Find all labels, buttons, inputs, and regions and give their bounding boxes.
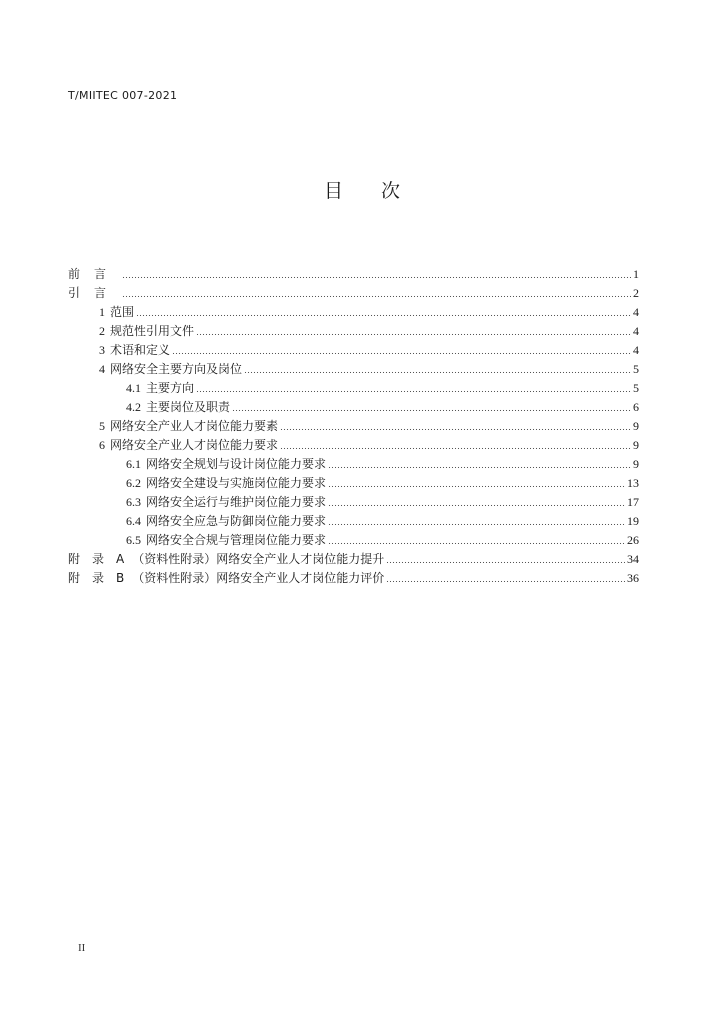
appendix-type: （资料性附录）: [132, 552, 217, 566]
dot-leader: [280, 438, 631, 449]
toc-entry-label: 网络安全规划与设计岗位能力要求: [146, 457, 327, 471]
toc-entry-page: 9: [633, 457, 639, 471]
toc-entry-number: 6.4: [126, 514, 141, 528]
dot-leader: [136, 305, 631, 316]
toc-entry-appendix-b[interactable]: [68, 569, 639, 588]
toc-entry-page: 4: [633, 343, 639, 357]
toc-entry-number: 2: [99, 324, 105, 338]
toc-entry-page: 36: [627, 571, 639, 585]
toc-entry-page: 9: [633, 419, 639, 433]
toc-entry-label: 网络安全产业人才岗位能力要求: [110, 438, 279, 452]
toc-entry-label: 网络安全应急与防御岗位能力要求: [146, 514, 327, 528]
toc-entry-section-6-3[interactable]: [68, 493, 639, 512]
toc-entry-label: 网络安全建设与实施岗位能力要求: [146, 476, 327, 490]
toc-entry-page: 5: [633, 362, 639, 376]
toc-entry-number: 6.3: [126, 495, 141, 509]
toc-entry-page: 6: [633, 400, 639, 414]
toc-entry-section-6[interactable]: [68, 436, 639, 455]
toc-entry-label: 网络安全主要方向及岗位: [110, 362, 243, 376]
dot-leader: [386, 552, 625, 563]
toc-entry-section-5[interactable]: [68, 417, 639, 436]
table-of-contents: [68, 265, 639, 588]
dot-leader: [328, 495, 625, 506]
toc-entry-label: 前言: [68, 267, 121, 281]
toc-entry-appendix-a[interactable]: [68, 550, 639, 569]
appendix-letter: A: [116, 552, 125, 566]
page-number: II: [78, 942, 86, 954]
dot-leader: [122, 267, 631, 278]
toc-entry-label: 主要方向: [146, 381, 195, 395]
appendix-prefix: 附录: [68, 552, 117, 566]
toc-entry-page: 9: [633, 438, 639, 452]
dot-leader: [386, 571, 625, 582]
toc-entry-label: 术语和定义: [110, 343, 171, 357]
dot-leader: [244, 362, 631, 373]
toc-entry-section-6-5[interactable]: [68, 531, 639, 550]
toc-entry-foreword[interactable]: [68, 265, 639, 284]
dot-leader: [196, 381, 631, 392]
toc-entry-page: 5: [633, 381, 639, 395]
dot-leader: [328, 476, 625, 487]
toc-entry-page: 2: [633, 286, 639, 300]
appendix-prefix: 附录: [68, 571, 117, 585]
toc-entry-page: 4: [633, 324, 639, 338]
toc-entry-page: 4: [633, 305, 639, 319]
toc-entry-number: 6.5: [126, 533, 141, 547]
toc-entry-number: 6.2: [126, 476, 141, 490]
toc-entry-number: 6.1: [126, 457, 141, 471]
toc-entry-page: 1: [633, 267, 639, 281]
toc-entry-number: 6: [99, 438, 105, 452]
toc-entry-section-1[interactable]: [68, 303, 639, 322]
toc-entry-number: 4.1: [126, 381, 141, 395]
toc-entry-label: 网络安全运行与维护岗位能力要求: [146, 495, 327, 509]
toc-entry-page: 26: [627, 533, 639, 547]
toc-entry-label: 网络安全产业人才岗位能力要素: [110, 419, 279, 433]
toc-entry-label: 范围: [110, 305, 135, 319]
toc-entry-section-4-2[interactable]: [68, 398, 639, 417]
dot-leader: [328, 533, 625, 544]
appendix-letter: B: [116, 571, 125, 585]
toc-entry-page: 13: [627, 476, 639, 490]
appendix-type: （资料性附录）: [132, 571, 217, 585]
toc-entry-label: 主要岗位及职责: [146, 400, 231, 414]
toc-entry-number: 4: [99, 362, 105, 376]
dot-leader: [196, 324, 631, 335]
toc-entry-section-6-2[interactable]: [68, 474, 639, 493]
toc-entry-section-6-4[interactable]: [68, 512, 639, 531]
toc-entry-section-4[interactable]: [68, 360, 639, 379]
dot-leader: [328, 514, 625, 525]
toc-title: 目 次: [323, 180, 417, 202]
document-code: T/MIITEC 007-2021: [68, 89, 178, 102]
toc-entry-number: 3: [99, 343, 105, 357]
dot-leader: [172, 343, 631, 354]
toc-entry-number: 1: [99, 305, 105, 319]
toc-entry-section-4-1[interactable]: [68, 379, 639, 398]
toc-entry-page: 34: [627, 552, 639, 566]
toc-entry-label: 网络安全合规与管理岗位能力要求: [146, 533, 327, 547]
toc-entry-label: 引言: [68, 286, 121, 300]
toc-entry-section-2[interactable]: [68, 322, 639, 341]
toc-entry-section-6-1[interactable]: [68, 455, 639, 474]
toc-entry-introduction[interactable]: [68, 284, 639, 303]
toc-entry-label: 规范性引用文件: [110, 324, 195, 338]
dot-leader: [232, 400, 631, 411]
toc-entry-number: 4.2: [126, 400, 141, 414]
dot-leader: [280, 419, 631, 430]
dot-leader: [122, 286, 631, 297]
toc-entry-page: 17: [627, 495, 639, 509]
appendix-label: 网络安全产业人才岗位能力提升: [216, 552, 385, 566]
dot-leader: [328, 457, 631, 468]
toc-entry-page: 19: [627, 514, 639, 528]
toc-entry-section-3[interactable]: [68, 341, 639, 360]
appendix-label: 网络安全产业人才岗位能力评价: [216, 571, 385, 585]
toc-entry-number: 5: [99, 419, 105, 433]
